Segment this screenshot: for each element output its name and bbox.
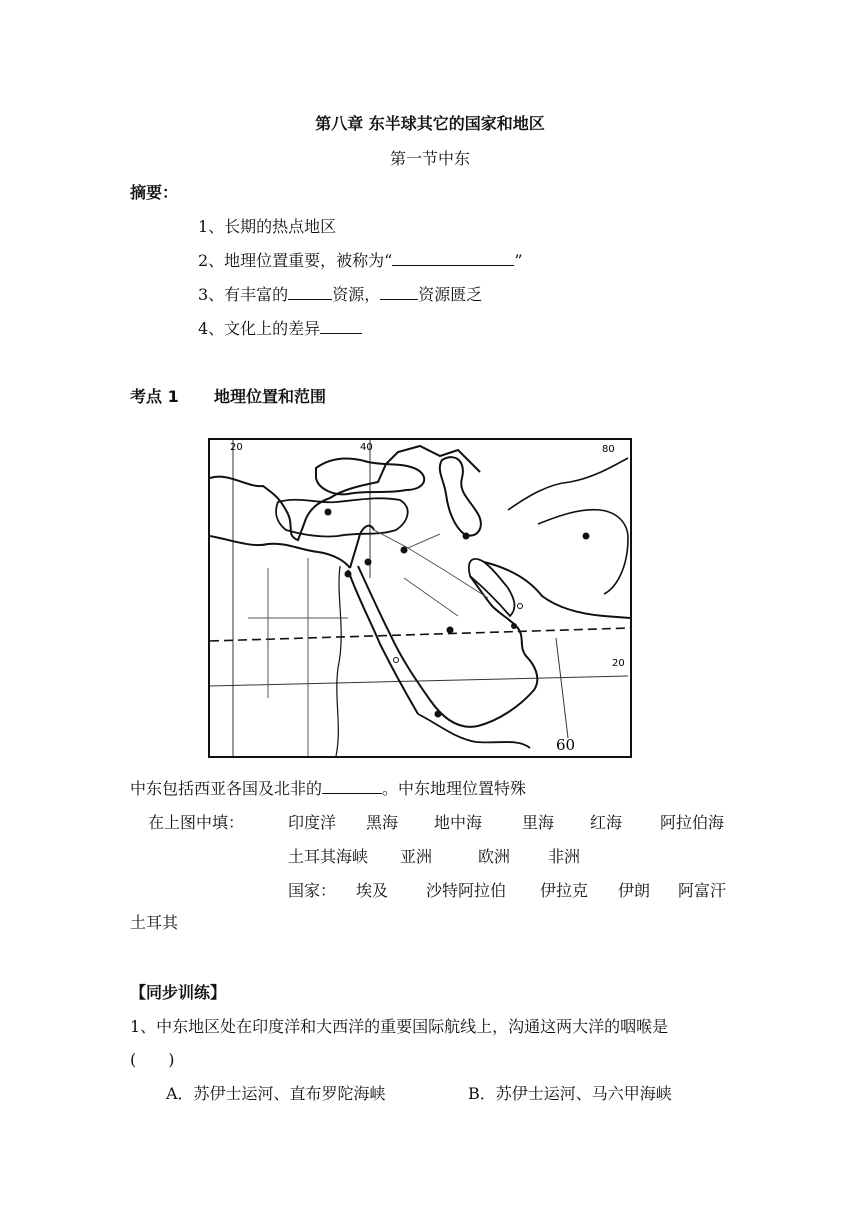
- question-1-bracket[interactable]: ( ): [130, 1050, 175, 1069]
- country-item: 伊朗: [618, 881, 651, 900]
- country-item: 沙特阿拉伯: [426, 881, 507, 900]
- country-item: 阿富汗: [678, 881, 727, 900]
- answer-blank[interactable]: [392, 251, 514, 266]
- summary-item-text: 1、长期的热点地区: [198, 217, 337, 236]
- option-b[interactable]: B．苏伊士运河、马六甲海峡: [468, 1084, 672, 1103]
- summary-item-text: 资源匮乏: [418, 285, 483, 304]
- capital-dot: [511, 623, 517, 629]
- summary-heading: 摘要：: [130, 183, 179, 202]
- fill-item: 地中海: [434, 813, 483, 832]
- summary-item-text: 4、文化上的差异: [198, 319, 321, 338]
- lon-label: 80: [602, 444, 615, 455]
- country-item: 伊拉克: [540, 881, 589, 900]
- training-heading: 【同步训练】: [130, 983, 227, 1002]
- capital-dot: [401, 547, 408, 554]
- section-title: 第一节中东: [389, 149, 470, 168]
- capital-dot: [325, 509, 332, 516]
- summary-item-text: 2、地理位置重要，被称为“: [198, 251, 393, 270]
- capital-dot: [583, 533, 590, 540]
- summary-item-2: [198, 248, 523, 271]
- description-text: 中东包括西亚各国及北非的: [130, 779, 323, 798]
- lon-label: 60: [556, 736, 576, 754]
- capital-dot: [447, 627, 454, 634]
- kaodian-label: 考点 1: [130, 387, 179, 406]
- fill-item: 亚洲: [400, 847, 433, 866]
- answer-blank[interactable]: [380, 285, 418, 300]
- summary-item-text: ”: [514, 251, 523, 270]
- fill-item: 红海: [590, 813, 623, 832]
- fill-label: 在上图中填：: [148, 813, 245, 832]
- capital-dot: [435, 711, 442, 718]
- description-text: 。中东地理位置特殊: [382, 779, 527, 798]
- question-1-text: 1、中东地区处在印度洋和大西洋的重要国际航线上，沟通这两大洋的咽喉是: [130, 1017, 669, 1036]
- chapter-title: 第八章 东半球其它的国家和地区: [315, 114, 545, 133]
- fill-item: 印度洋: [288, 813, 337, 832]
- fill-item: 欧洲: [478, 847, 511, 866]
- capital-dot: [345, 571, 352, 578]
- kaodian-title: 地理位置和范围: [214, 387, 327, 406]
- middle-east-map: [208, 438, 632, 758]
- lat-label: 20: [612, 658, 625, 669]
- answer-blank[interactable]: [322, 779, 382, 794]
- capital-dot: [365, 559, 372, 566]
- answer-blank[interactable]: [288, 285, 332, 300]
- fill-item: 黑海: [366, 813, 399, 832]
- lon-label: 20: [230, 442, 243, 453]
- fill-item: 土耳其海峡: [288, 847, 369, 866]
- answer-blank[interactable]: [320, 319, 362, 334]
- summary-item-3: [198, 282, 482, 305]
- lon-label: 40: [360, 442, 373, 453]
- option-a[interactable]: A．苏伊士运河、直布罗陀海峡: [166, 1084, 386, 1103]
- country-item: 土耳其: [130, 913, 179, 932]
- summary-item-1: [198, 214, 336, 237]
- capital-dot: [463, 533, 470, 540]
- fill-item: 里海: [522, 813, 555, 832]
- fill-item: 阿拉伯海: [660, 813, 725, 832]
- fill-item: 非洲: [548, 847, 581, 866]
- summary-item-text: 3、有丰富的: [198, 285, 289, 304]
- summary-item-4: [198, 316, 362, 339]
- country-item: 埃及: [356, 881, 389, 900]
- description-line: [130, 776, 526, 799]
- countries-label: 国家：: [288, 881, 337, 900]
- summary-item-text: 资源，: [332, 285, 381, 304]
